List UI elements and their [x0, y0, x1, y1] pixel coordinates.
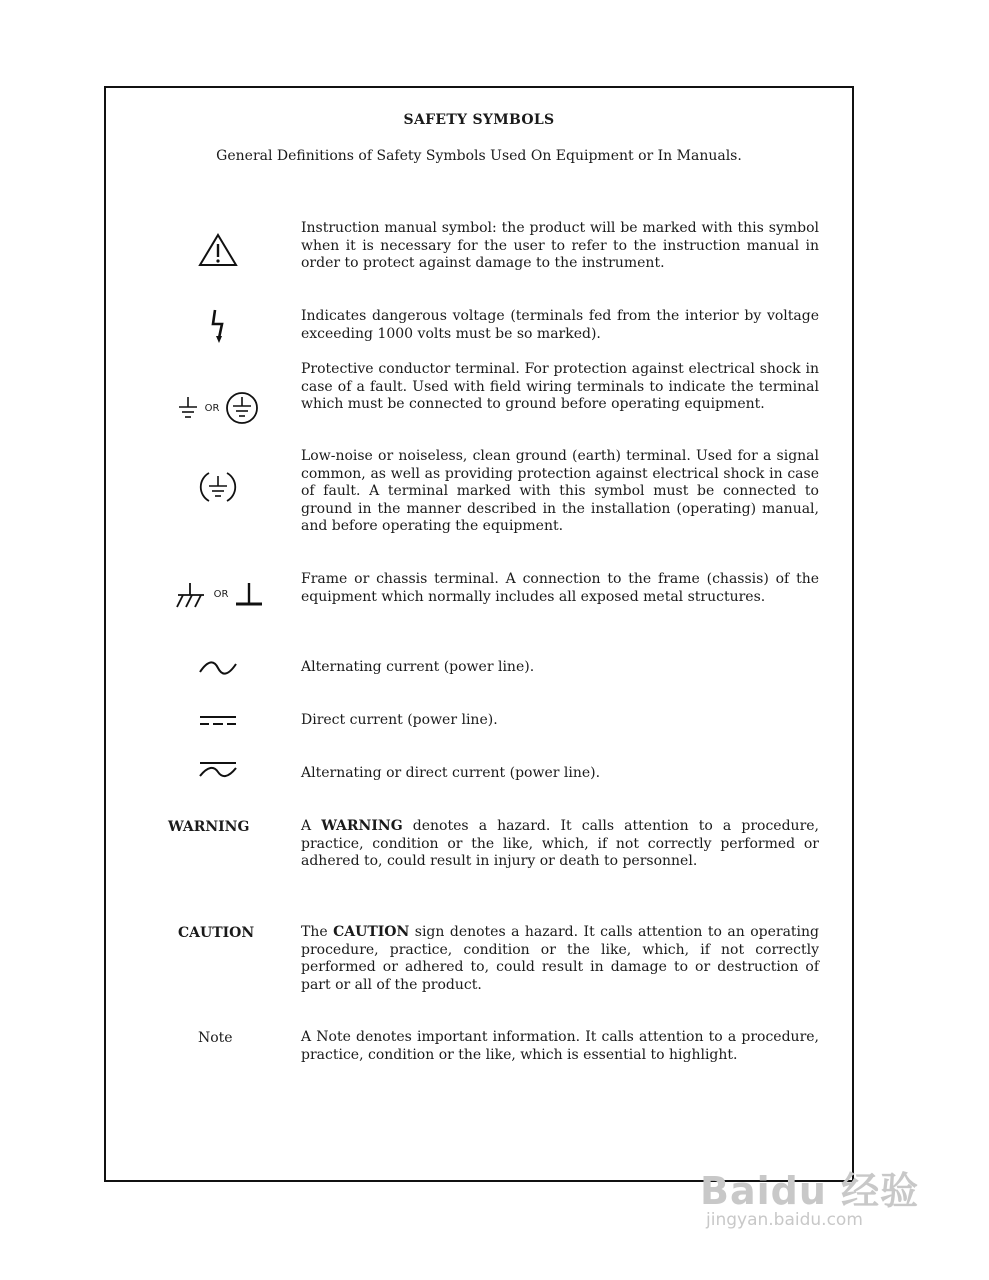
notice-label: Note [198, 1030, 233, 1046]
or-label: OR [204, 402, 220, 414]
symbol-description: Alternating or direct current (power line). [301, 765, 601, 781]
clean-ground-icon [168, 466, 268, 508]
symbol-description: Low-noise or noiseless, clean ground (earth) terminal. Used for a signal common, as well as providing protection against electrical shock in case of fault. A terminal marked with this symbol must be connected to ground in the manner described in the installation (operating) manual, and before operating the equipment. [301, 448, 819, 534]
lightning-bolt-icon [168, 308, 268, 346]
page-title: SAFETY SYMBOLS [403, 112, 555, 128]
notice-label: CAUTION [178, 925, 255, 941]
notice-description: A WARNING denotes a hazard. It calls attention to a procedure, practice, condition or the like, which, if not correctly performed or adhered to, could result in injury or death to personnel. [301, 818, 820, 869]
symbol-description: Instruction manual symbol: the product will be marked with this symbol when it is necessary for the user to refer to the instruction manual in order to protect against damage to the instrument. [301, 220, 819, 271]
or-label: OR [213, 588, 229, 600]
notice-description: A Note denotes important information. It calls attention to a procedure, practice, condition or the like, which is essential to highlight. [301, 1029, 819, 1063]
instruction-manual-triangle-icon [168, 228, 268, 272]
alternating-current-icon [168, 655, 268, 681]
watermark-brand: Baidu 经验 [700, 1169, 920, 1213]
symbol-description: Protective conductor terminal. For protection against electrical shock in case of a fault. Used with field wiring terminals to indicate the terminal which must be connected to ground before operating equipment. [301, 361, 819, 412]
notice-label: WARNING [168, 819, 250, 835]
baidu-watermark [700, 1160, 940, 1240]
symbol-description: Alternating current (power line). [301, 659, 535, 675]
symbol-description: Direct current (power line). [301, 712, 498, 728]
watermark-url: jingyan.baidu.com [706, 1210, 863, 1230]
ac-dc-icon [168, 757, 268, 783]
notice-description: The CAUTION sign denotes a hazard. It calls attention to an operating procedure, practice, condition or the like, which, if not correctly performed or adhered to, could result in damage to or destruction of part or all of the product. [301, 924, 819, 993]
protective-ground-icon [168, 387, 268, 429]
symbol-description: Indicates dangerous voltage (terminals fed from the interior by voltage exceeding 1000 volts must be so marked). [301, 308, 819, 342]
chassis-ground-icon [168, 575, 268, 613]
symbol-description: Frame or chassis terminal. A connection to the frame (chassis) of the equipment which normally includes all exposed metal structures. [301, 571, 819, 605]
direct-current-icon [168, 708, 268, 734]
page-subtitle: General Definitions of Safety Symbols Used On Equipment or In Manuals. [216, 148, 742, 164]
